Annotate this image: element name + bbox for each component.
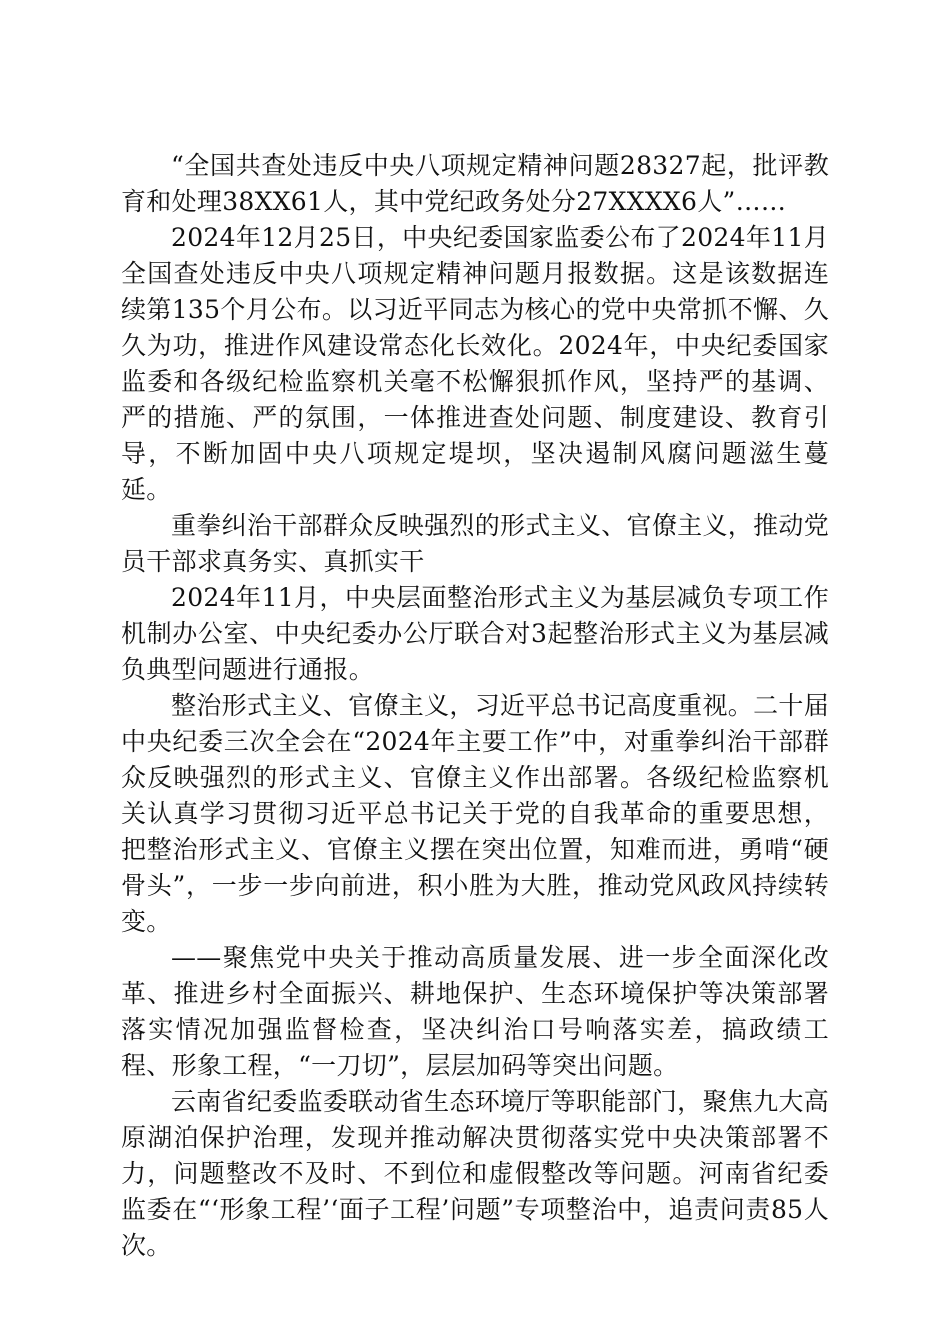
paragraph-rectification: 整治形式主义、官僚主义，习近平总书记高度重视。二十届中央纪委三次全会在“2024年主要工作”中，对重拳纠治干部群众反映强烈的形式主义、官僚主义作出部署。各级纪检监察机关认真学习贯彻习近平总书记关于党的自我革命的重要思想，把整治形式主义、官僚主义摆在突出位置，知难而进，勇啃“硬骨头”，一步一步向前进，积小胜为大胜，推动党风政风持续转变。 [121, 691, 829, 936]
paragraph-monthly-report: 2024年12月25日，中央纪委国家监委公布了2024年11月全国查处违反中央八项规定精神问题月报数据。这是该数据连续第135个月公布。以习近平同志为核心的党中央常抓不懈、久久为功，推进作风建设常态化长效化。2024年，中央纪委国家监委和各级纪检监察机关毫不松懈狠抓作风，坚持严的基调、严的措施、严的氛围，一体推进查处问题、制度建设、教育引导，不断加固中央八项规定堤坝，坚决遏制风腐问题滋生蔓延。 [121, 223, 829, 504]
paragraph-quote: “全国共查处违反中央八项规定精神问题28327起，批评教育和处理38XX61人，其中党纪政务处分27XXXX6人”…… [121, 151, 829, 216]
document-body [121, 148, 829, 1264]
paragraph-focus-supervision: ——聚焦党中央关于推动高质量发展、进一步全面深化改革、推进乡村全面振兴、耕地保护、生态环境保护等决策部署落实情况加强监督检查，坚决纠治口号响落实差，搞政绩工程、形象工程，“一刀切”，层层加码等突出问题。 [121, 943, 829, 1080]
paragraph-november-notice: 2024年11月，中央层面整治形式主义为基层减负专项工作机制办公室、中央纪委办公厅联合对3起整治形式主义为基层减负典型问题进行通报。 [121, 583, 829, 684]
paragraph-provincial-cases: 云南省纪委监委联动省生态环境厅等职能部门，聚焦九大高原湖泊保护治理，发现并推动解决贯彻落实党中央决策部署不力，问题整改不及时、不到位和虚假整改等问题。河南省纪委监委在“‘形象工程’‘面子工程’问题”专项整治中，追责问责85人次。 [121, 1087, 829, 1260]
paragraph-section-heading: 重拳纠治干部群众反映强烈的形式主义、官僚主义，推动党员干部求真务实、真抓实干 [121, 511, 829, 576]
